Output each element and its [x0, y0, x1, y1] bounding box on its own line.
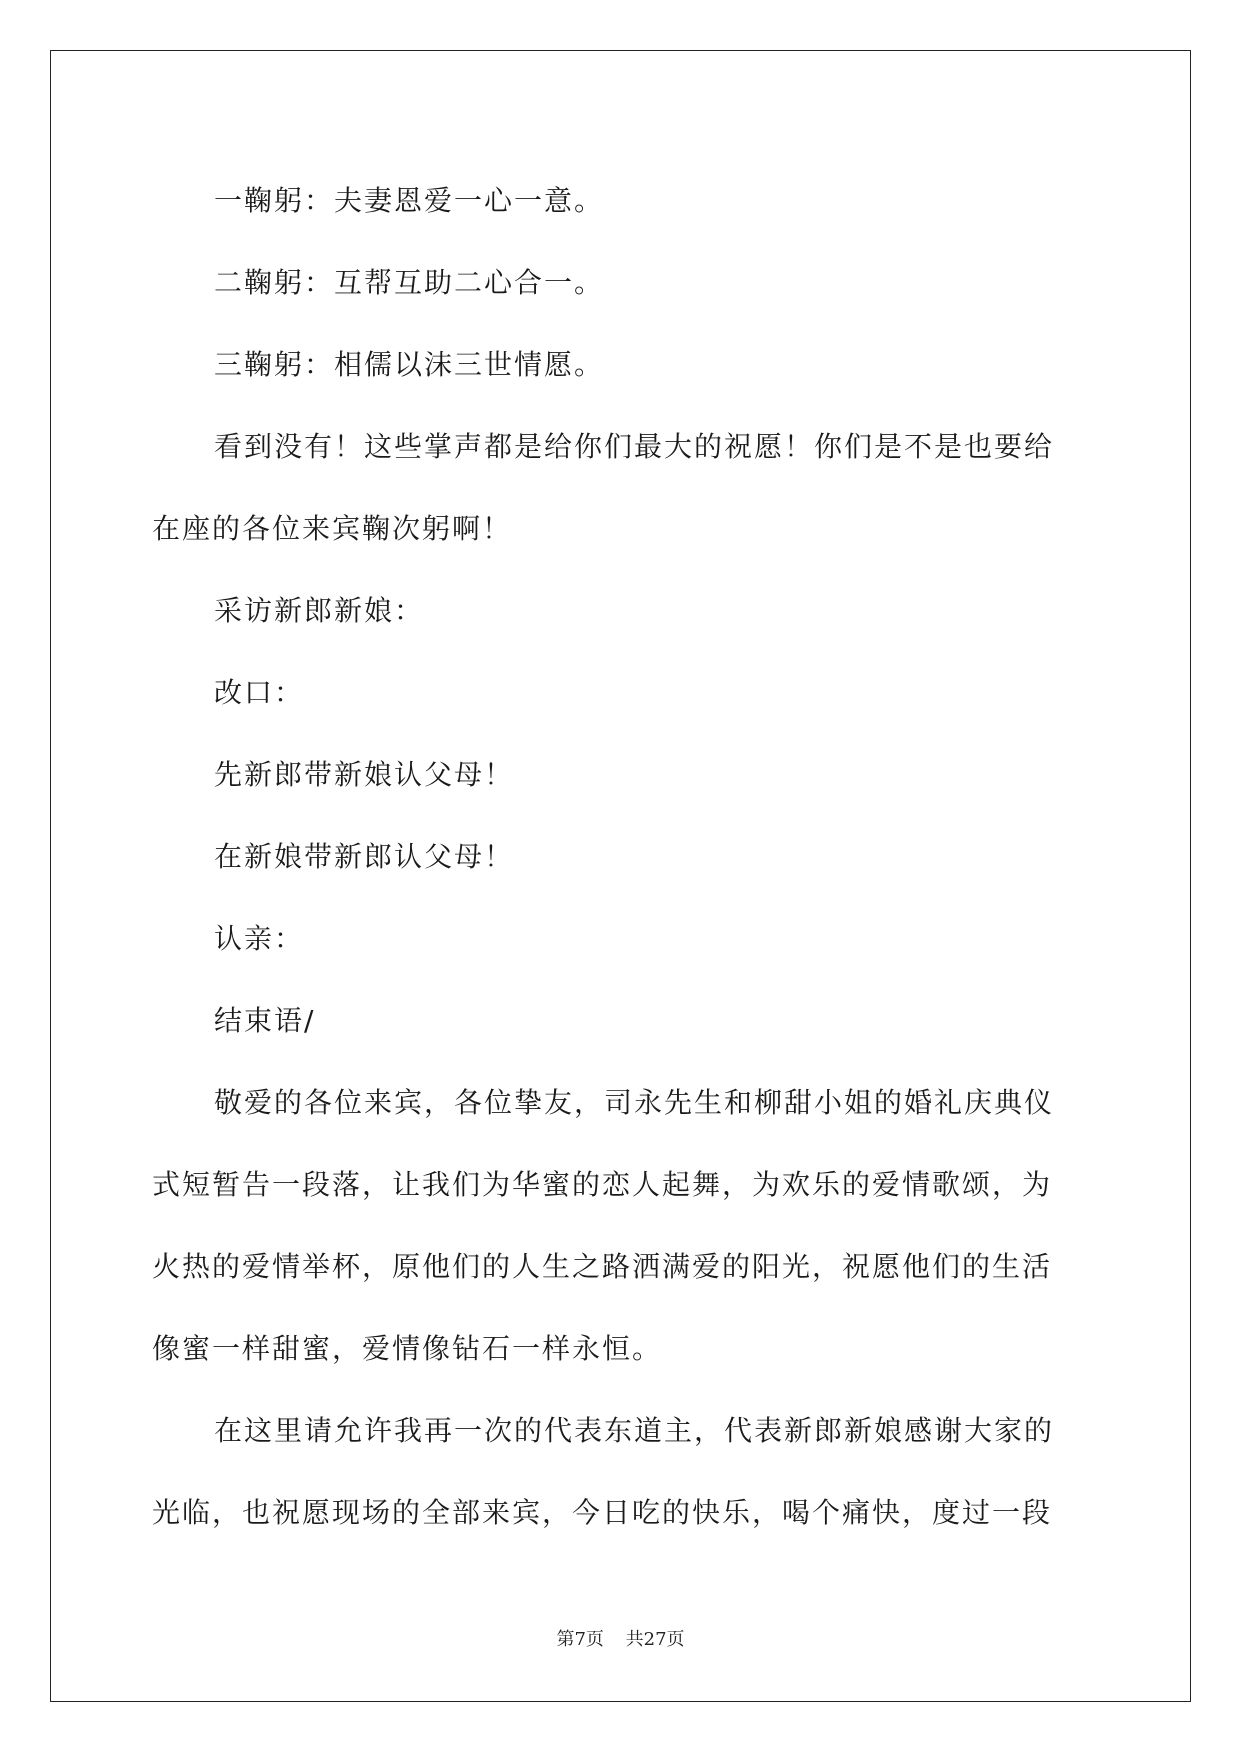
text-line: 二鞠躬：互帮互助二心合一。 [214, 266, 605, 299]
text-line: 看到没有！这些掌声都是给你们最大的祝愿！你们是不是也要给 [214, 430, 1055, 463]
text-line: 像蜜一样甜蜜，爱情像钻石一样永恒。 [152, 1332, 663, 1365]
text-line: 敬爱的各位来宾，各位挚友，司永先生和柳甜小姐的婚礼庆典仪 [214, 1086, 1055, 1119]
text-line: 在新娘带新郎认父母！ [214, 840, 515, 873]
page-footer [0, 1625, 1241, 1651]
text-line: 三鞠躬：相儒以沫三世情愿。 [214, 348, 605, 381]
text-line: 认亲： [214, 922, 305, 955]
text-line: 在座的各位来宾鞠次躬啊！ [152, 512, 513, 545]
text-line: 先新郎带新娘认父母！ [214, 758, 515, 791]
text-line: 采访新郎新娘： [214, 594, 425, 627]
text-line: 一鞠躬：夫妻恩爱一心一意。 [214, 184, 605, 217]
text-line: 改口： [214, 676, 305, 709]
text-line: 在这里请允许我再一次的代表东道主，代表新郎新娘感谢大家的 [214, 1414, 1055, 1447]
page-number: 第7页 [556, 1629, 604, 1650]
text-line: 结束语/ [214, 1004, 316, 1037]
document-body [152, 160, 1092, 1554]
text-line: 火热的爱情举杯，原他们的人生之路洒满爱的阳光，祝愿他们的生活 [152, 1250, 1053, 1283]
page-total: 共27页 [625, 1629, 685, 1650]
text-line: 式短暂告一段落，让我们为华蜜的恋人起舞，为欢乐的爱情歌颂，为 [152, 1168, 1053, 1201]
text-line: 光临，也祝愿现场的全部来宾，今日吃的快乐，喝个痛快，度过一段 [152, 1496, 1053, 1529]
